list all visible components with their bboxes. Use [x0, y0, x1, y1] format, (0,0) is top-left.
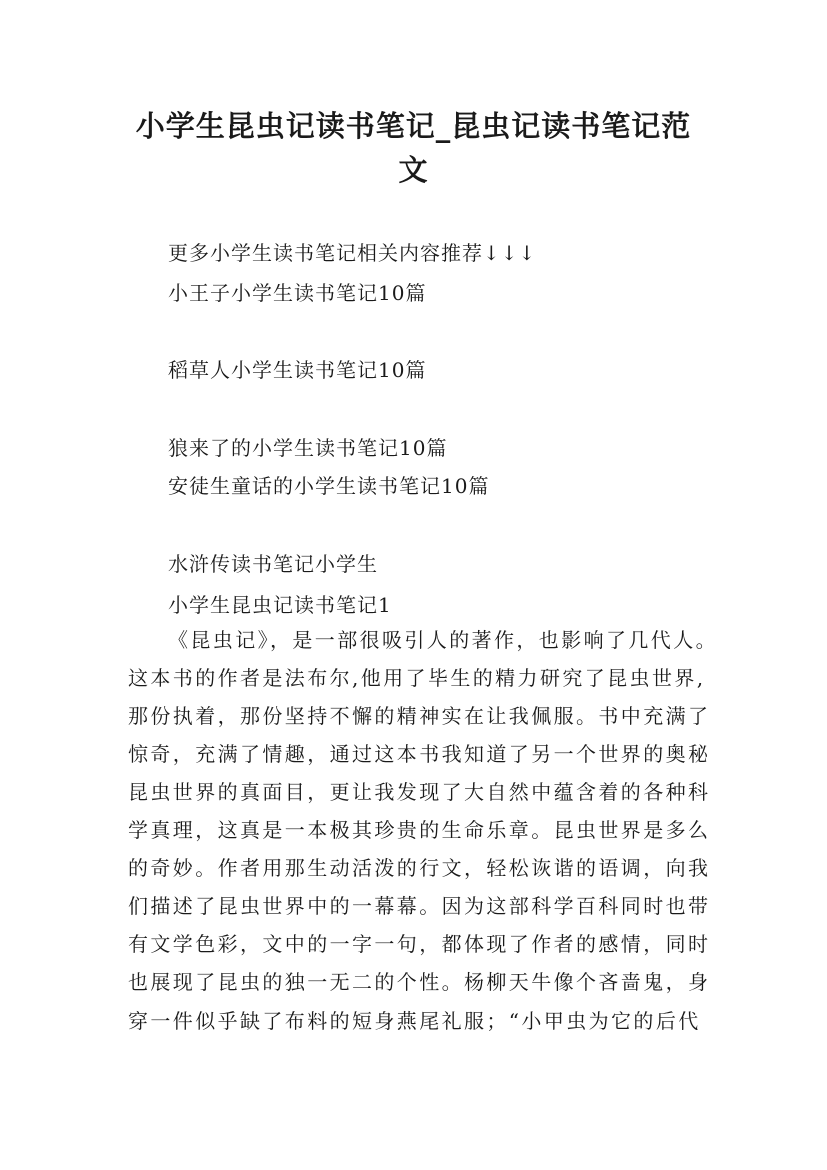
body-line: 昆虫世界的真面目，更让我发现了大自然中蕴含着的各种科	[128, 780, 711, 804]
body-line: 这本书的作者是法布尔,他用了毕生的精力研究了昆虫世界,	[128, 666, 706, 690]
body-line: 的奇妙。作者用那生动活泼的行文，轻松诙谐的语调，向我	[128, 856, 711, 880]
related-link-water-margin[interactable]: 水浒传读书笔记小学生	[168, 552, 378, 576]
related-link-andersen-fairy-tales[interactable]: 安徒生童话的小学生读书笔记10篇	[168, 474, 490, 498]
body-line: 学真理，这真是一本极其珍贵的生命乐章。昆虫世界是多么	[128, 818, 711, 842]
related-link-little-prince[interactable]: 小王子小学生读书笔记10篇	[168, 281, 427, 305]
body-line: 们描述了昆虫世界中的一幕幕。因为这部科学百科同时也带	[128, 894, 711, 918]
body-line: 穿一件似乎缺了布料的短身燕尾礼服；“小甲虫为它的后代	[128, 1009, 701, 1033]
recommendation-intro: 更多小学生读书笔记相关内容推荐↓↓↓	[168, 241, 537, 265]
body-line: 《昆虫记》，是一部很吸引人的著作，也影响了几代人。	[168, 628, 718, 652]
body-line: 那份执着，那份坚持不懈的精神实在让我佩服。书中充满了	[128, 704, 711, 728]
body-line: 也展现了昆虫的独一无二的个性。杨柳天牛像个吝啬鬼，身	[128, 970, 711, 994]
body-line: 惊奇，充满了情趣，通过这本书我知道了另一个世界的奥秘	[128, 742, 711, 766]
section-heading: 小学生昆虫记读书笔记1	[168, 593, 392, 617]
document-title-line-2: 文	[398, 153, 429, 187]
related-link-wolf-is-coming[interactable]: 狼来了的小学生读书笔记10篇	[168, 436, 448, 460]
related-link-scarecrow[interactable]: 稻草人小学生读书笔记10篇	[168, 358, 427, 382]
body-line: 有文学色彩，文中的一字一句，都体现了作者的感情，同时	[128, 932, 711, 956]
document-title-line-1: 小学生昆虫记读书笔记_昆虫记读书笔记范	[135, 109, 692, 143]
